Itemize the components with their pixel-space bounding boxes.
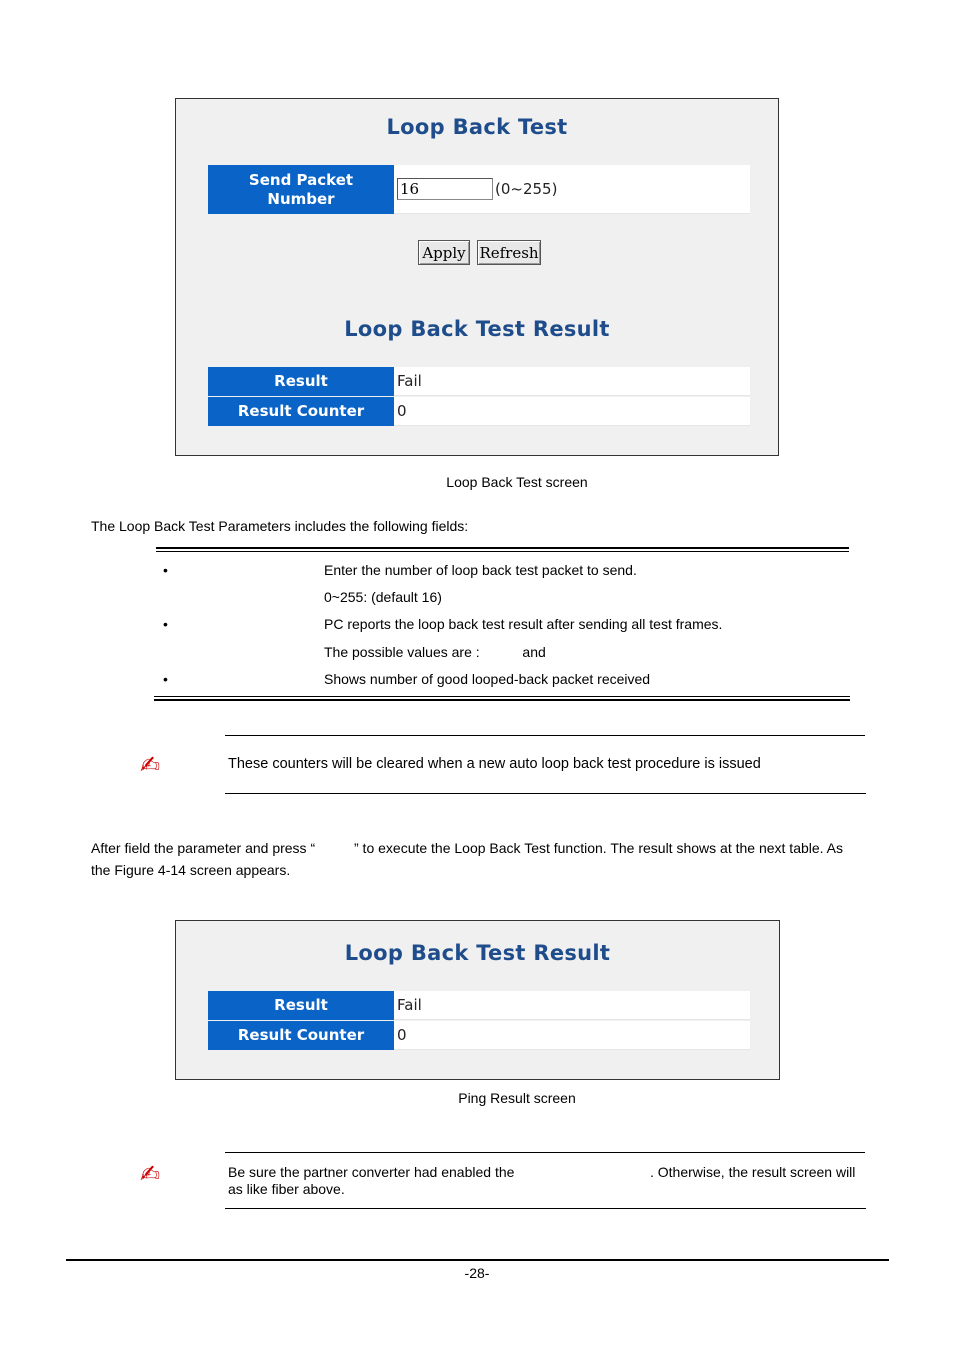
loop-back-test-title: Loop Back Test xyxy=(386,115,568,139)
param-desc-1b: 0~255: (default 16) xyxy=(324,589,442,605)
loop-back-test-result-screenshot xyxy=(175,920,780,1080)
note1-text: These counters will be cleared when a new auto loop back test procedure is issued xyxy=(228,756,761,772)
loop-back-test-result-title: Loop Back Test Result xyxy=(344,317,610,341)
result-counter-row xyxy=(208,397,750,426)
figure-caption-2: Ping Result screen xyxy=(458,1090,576,1106)
note-pen-icon: ✍ xyxy=(140,751,161,779)
note2-line1-a: Be sure the partner converter had enabled the xyxy=(228,1164,515,1180)
after-paragraph-line2: the Figure 4-14 screen appears. xyxy=(91,862,291,878)
send-packet-range: (0~255) xyxy=(495,180,558,198)
result-counter-value-2: 0 xyxy=(394,1021,750,1050)
result-label: Result xyxy=(208,367,394,396)
result-counter-label-2: Result Counter xyxy=(208,1021,394,1050)
result-value: Fail xyxy=(394,367,750,396)
note-pen-icon-2: ✍ xyxy=(140,1160,161,1188)
note2-top-rule xyxy=(225,1152,865,1153)
note2-bottom-rule xyxy=(225,1208,866,1209)
note1-top-rule xyxy=(225,735,865,736)
note2-line2: as like fiber above. xyxy=(228,1181,345,1197)
result-counter-value: 0 xyxy=(394,397,750,426)
loop-back-test-screenshot xyxy=(175,98,779,456)
result-row xyxy=(208,367,750,396)
apply-button[interactable]: Apply xyxy=(418,240,470,265)
send-packet-row xyxy=(208,165,750,214)
param-desc-3: Shows number of good looped-back packet received xyxy=(324,671,651,687)
result-screen-title: Loop Back Test Result xyxy=(344,941,611,965)
send-packet-label: Send Packet Number xyxy=(208,165,394,214)
table-top-rule xyxy=(156,547,849,549)
result-label-2: Result xyxy=(208,991,394,1020)
table-bottom-rule xyxy=(154,699,850,701)
result-row-2 xyxy=(208,991,750,1020)
param-desc-1a: Enter the number of loop back test packet to send. xyxy=(324,562,637,578)
param-desc-2a: PC reports the loop back test result after sending all test frames. xyxy=(324,616,723,632)
note2-line1-b: . Otherwise, the result screen will xyxy=(650,1164,856,1180)
page-number: -28- xyxy=(464,1265,490,1281)
result-value-2: Fail xyxy=(394,991,750,1020)
result-counter-row-2 xyxy=(208,1021,750,1050)
intro-paragraph: The Loop Back Test Parameters includes the following fields: xyxy=(91,518,469,534)
send-packet-value-cell xyxy=(394,165,750,214)
table-top-rule-thin xyxy=(156,551,849,552)
result-counter-label: Result Counter xyxy=(208,397,394,426)
table-bottom-rule-thin xyxy=(154,696,850,697)
figure-caption-1: Loop Back Test screen xyxy=(446,474,588,490)
param-bullet-1: • xyxy=(163,562,168,578)
refresh-button[interactable]: Refresh xyxy=(477,240,541,265)
param-desc-2b: The possible values are : and xyxy=(324,644,546,660)
send-packet-number-input[interactable] xyxy=(397,178,493,200)
footer-rule xyxy=(66,1259,889,1261)
param-bullet-3: • xyxy=(163,671,168,687)
note1-bottom-rule xyxy=(225,793,866,794)
param-bullet-2: • xyxy=(163,616,168,632)
after-paragraph-line1: After field the parameter and press “ ” to execute the Loop Back Test function. The result shows at the next table. As xyxy=(91,840,844,856)
